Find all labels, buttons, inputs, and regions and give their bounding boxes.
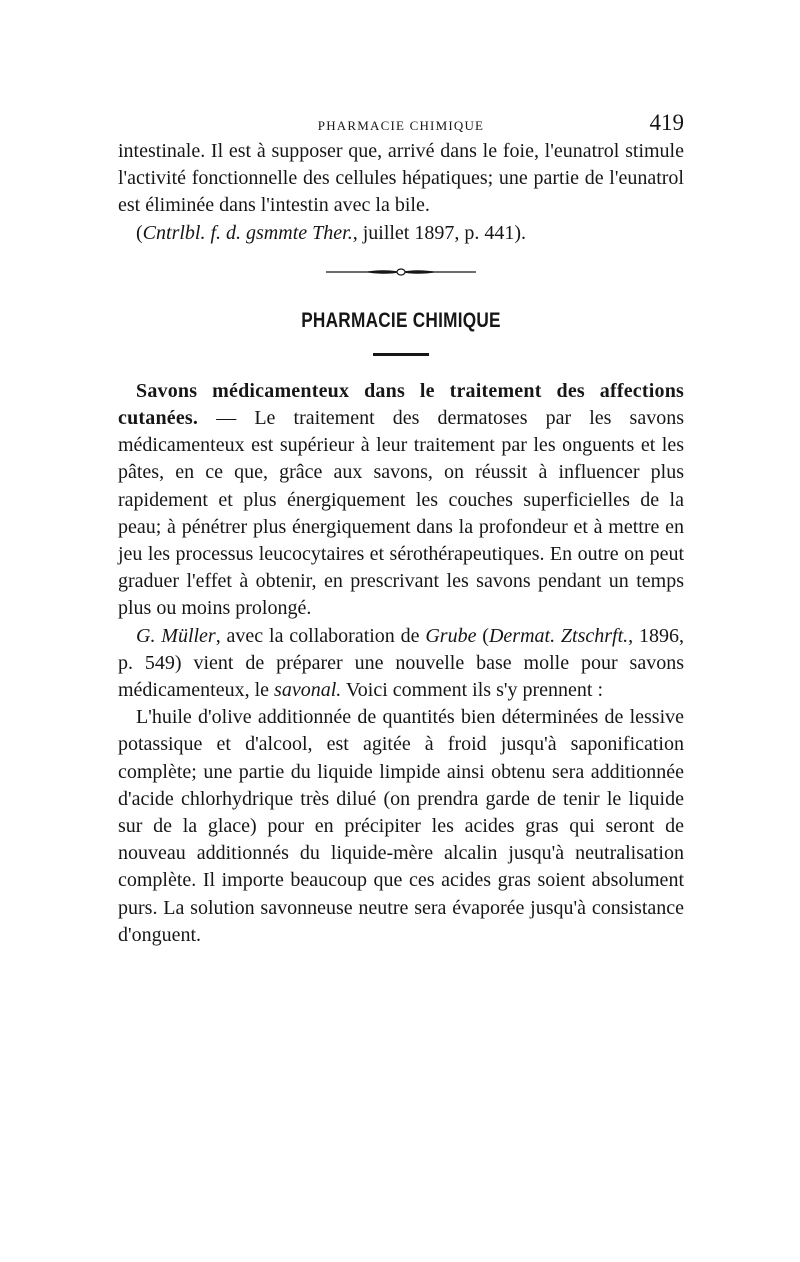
page-number: 419 <box>649 110 684 135</box>
author-name: G. Müller <box>136 624 216 647</box>
p2-text-4: Voici comment ils s'y prennent : <box>341 679 603 702</box>
citation-open: ( <box>136 221 143 244</box>
p2-text-2: ( <box>476 624 489 647</box>
running-title: PHARMACIE CHIMIQUE <box>317 118 485 133</box>
separator-ornament-icon <box>326 267 476 277</box>
p2-text-1: , avec la collaboration de <box>215 624 426 647</box>
citation <box>118 220 684 247</box>
article-paragraph-2 <box>118 623 684 705</box>
journal-name: Dermat. Ztschrft. <box>488 624 629 647</box>
intro-text: intestinale. Il est à supposer que, arrivé dans le foie, l'eunatrol stimule l'activité fonctionnelle des cellules hépatiques; une partie de l'eunatrol est éliminée dans l'intestin avec la bile. <box>118 140 684 217</box>
p2-text-3: , 1896, p. 549) vient de préparer une nouvelle base molle pour savons médicamenteux, le <box>118 624 684 702</box>
section-title: PHARMACIE CHIMIQUE <box>301 308 501 332</box>
intro-paragraph <box>118 138 684 220</box>
article-heading: Savons médicamenteux dans le traitement des affections cutanées. <box>118 379 684 430</box>
citation-rest: , juillet 1897, p. 441). <box>352 221 527 244</box>
collaborator-name: Grube <box>425 624 477 647</box>
article-p1-body: — Le traitement des dermatoses par les savons médicamenteux est supérieur à leur traitement par les onguents et les pâtes, en ce que, grâce aux savons, on réussit à influencer plus rapidement et plus énergiquement les couches superficielles de la peau; à pénétrer plus énergiquement dans la profondeur et à mettre en jeu les processus leucocytaires et sérothérapeutiques. En outre on peut graduer l'effet à obtenir, en prescrivant les savons pendant un temps plus ou moins prolongé. <box>118 407 684 620</box>
product-name: savonal. <box>274 679 342 702</box>
article-paragraph-3: L'huile d'olive additionnée de quantités bien déterminées de lessive potassique et d'alcool, est agitée à froid jusqu'à saponification complète; une partie du liquide limpide ainsi obtenu sera additionnée d'acide chlorhydrique très dilué (on prendra garde de tenir le liquide sur de la glace) pour en précipiter les acides gras qui seront de nouveau additionnés du liquide-mère alcalin jusqu'à neutralisation complète. Il importe beaucoup que ces acides gras soient absolument purs. La solution savonneuse neutre sera évaporée jusqu'à consistance d'onguent. <box>118 706 684 946</box>
running-head <box>118 108 684 138</box>
book-page <box>118 108 684 949</box>
citation-source: Cntrlbl. f. d. gsmmte Ther. <box>142 221 353 244</box>
title-rule <box>373 353 429 356</box>
article-paragraph-1 <box>118 378 684 623</box>
